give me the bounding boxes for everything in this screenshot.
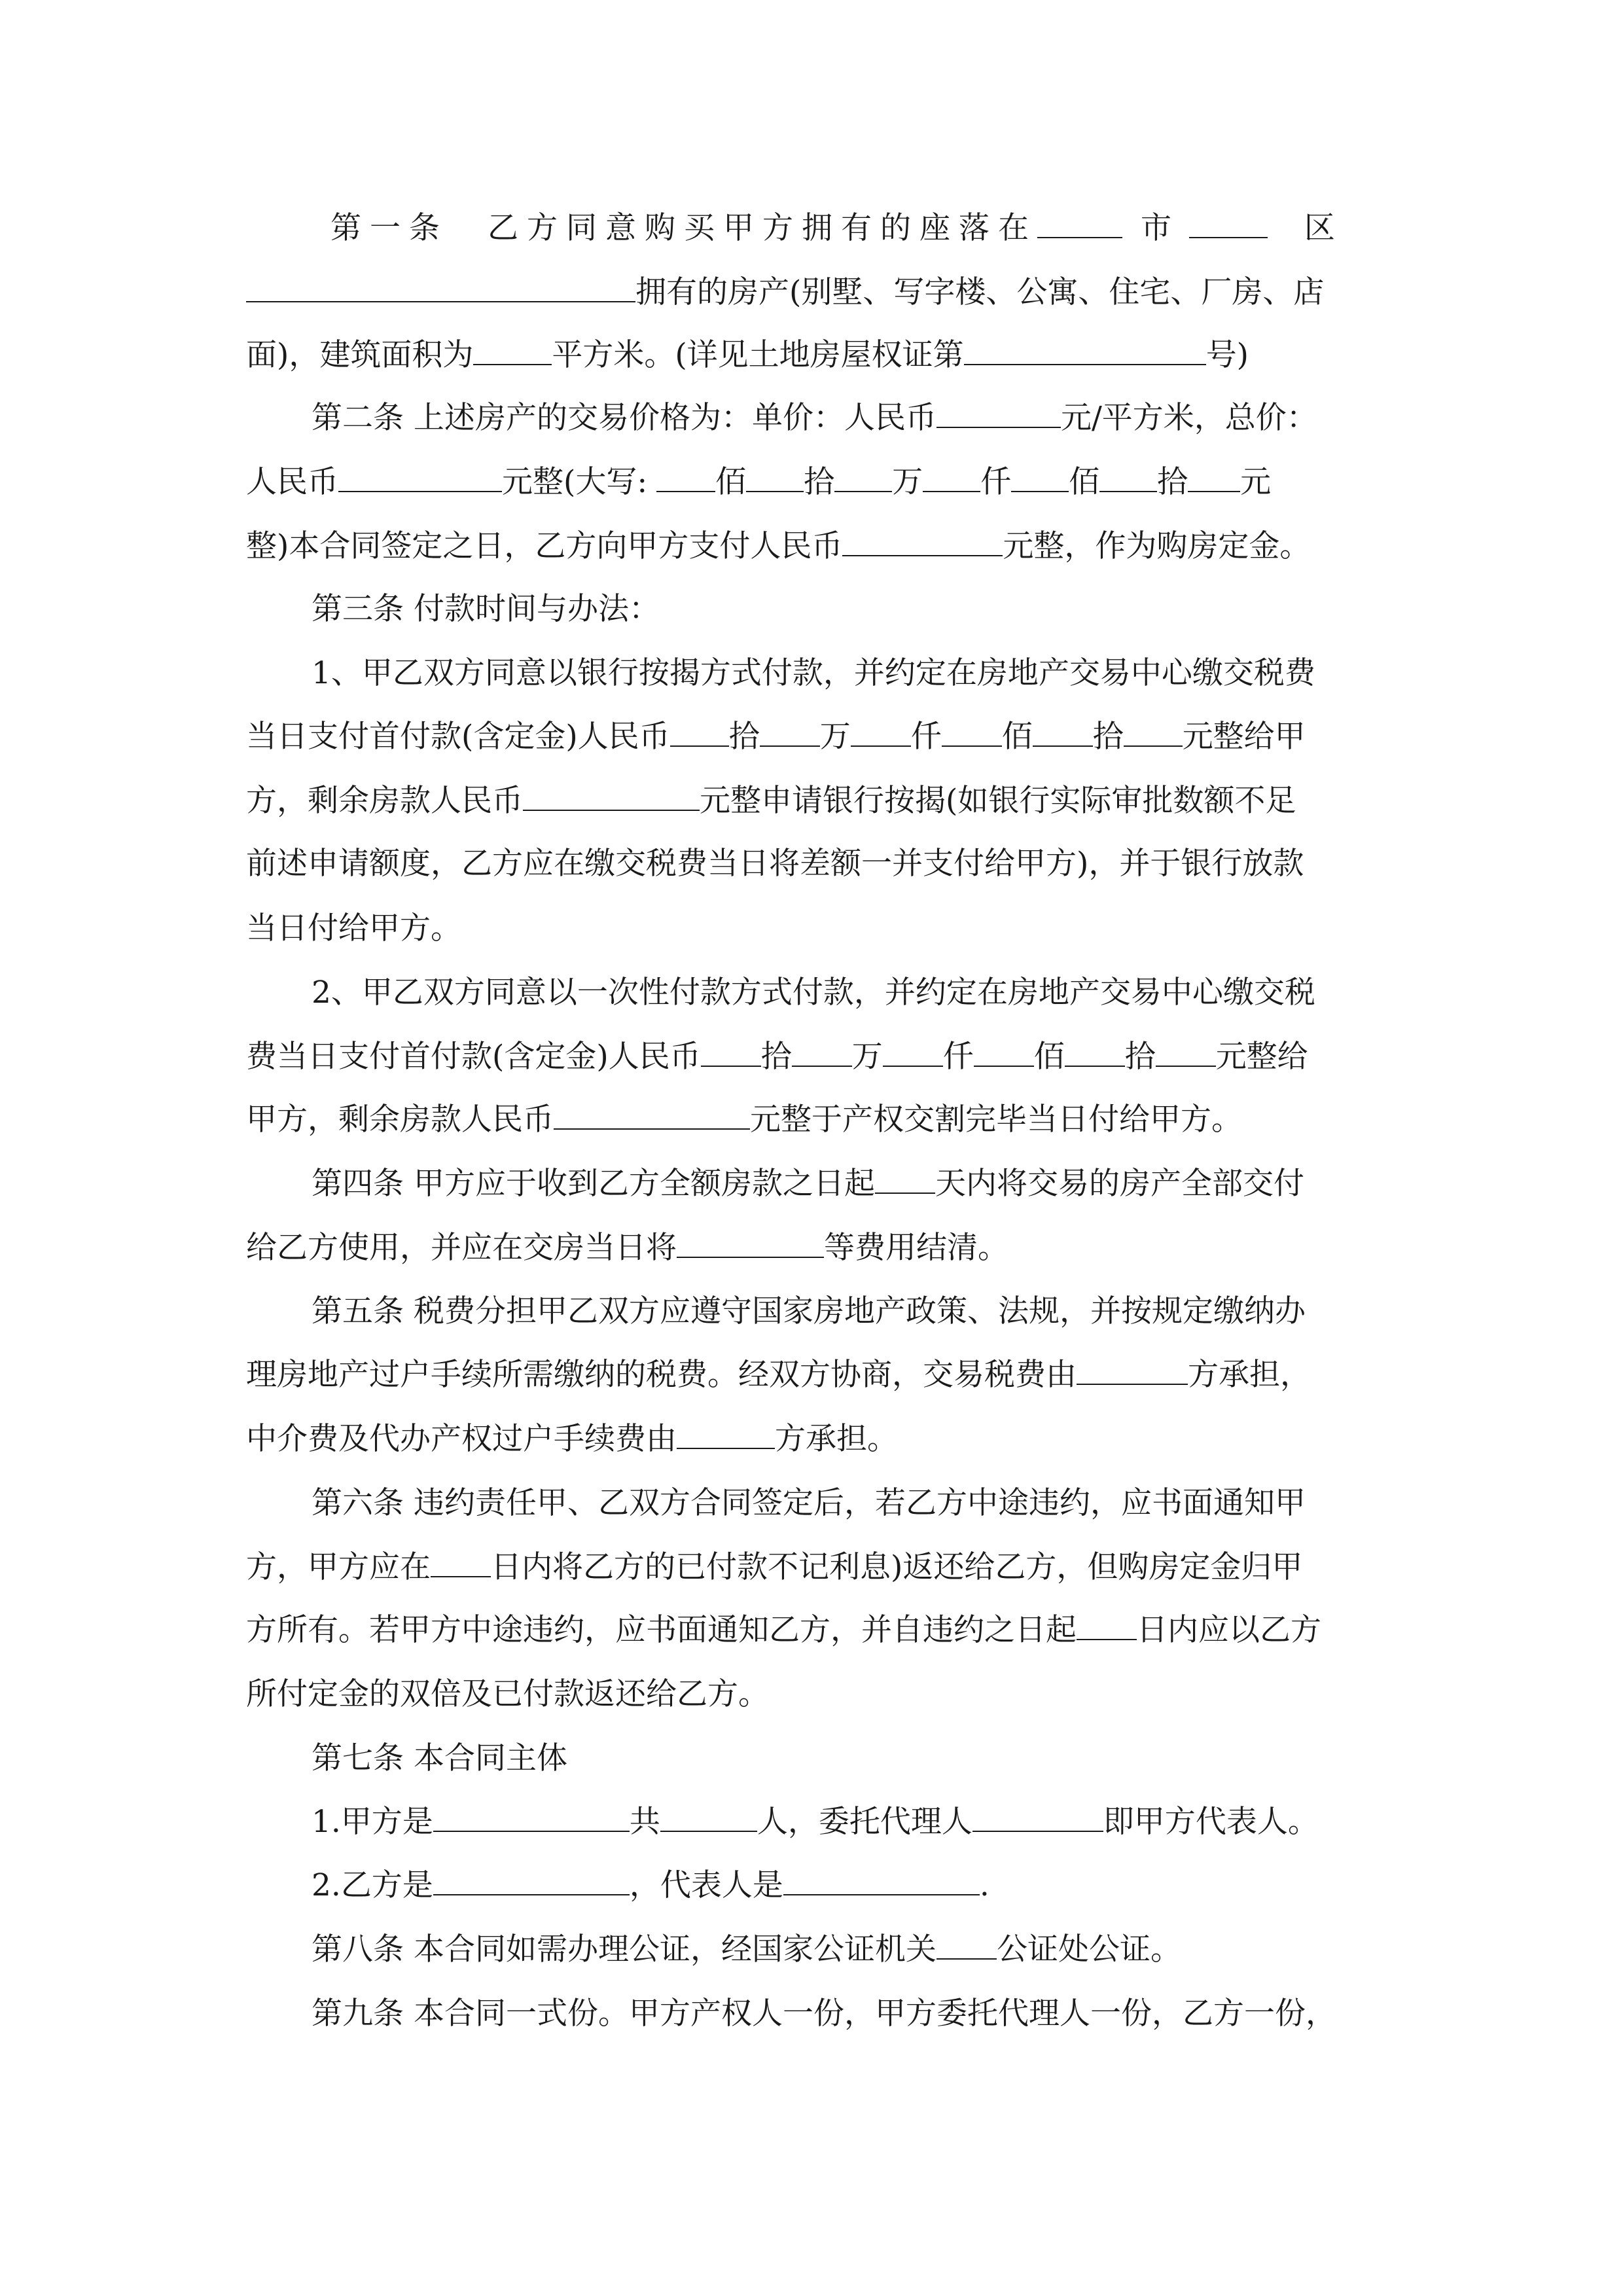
- text: 仟: [942, 1039, 974, 1075]
- text: 当日付给甲方。: [246, 910, 461, 946]
- article4-line2: [246, 1216, 1377, 1280]
- text: 元整(大写:: [502, 464, 648, 500]
- blank-digit[interactable]: [746, 465, 804, 492]
- text: 元整，作为购房定金。: [1003, 528, 1311, 564]
- article1-line3: [246, 323, 1377, 387]
- text: 理房地产过户手续所需缴纳的税费。经双方协商，交易税费由: [246, 1357, 1077, 1393]
- blank-digit[interactable]: [851, 719, 911, 747]
- text: 当日支付首付款(含定金)人民币: [246, 719, 670, 755]
- text: 1、甲乙双方同意以银行按揭方式付款，并约定在房地产交易中心缴交税费: [312, 655, 1315, 691]
- blank-digit[interactable]: [1156, 1039, 1216, 1067]
- blank-city[interactable]: [1037, 211, 1122, 238]
- blank-digit[interactable]: [1099, 465, 1157, 492]
- blank-cert-no[interactable]: [964, 338, 1206, 365]
- text: 万: [851, 1039, 883, 1075]
- text: 拾: [1157, 464, 1188, 500]
- article3-p2-line2: [246, 1025, 1377, 1088]
- text: 方承担，: [1188, 1357, 1311, 1393]
- text: 第七条 本合同主体: [312, 1740, 567, 1776]
- text: 方，剩余房款人民币: [246, 783, 523, 819]
- text: 第八条 本合同如需办理公证，经国家公证机关: [312, 1931, 936, 1967]
- text: 人民币: [246, 464, 338, 500]
- blank-digit[interactable]: [834, 465, 892, 492]
- text: 1.甲方是: [312, 1804, 433, 1840]
- text: 拾: [1092, 719, 1124, 755]
- blank-tax-party[interactable]: [1077, 1357, 1188, 1385]
- text: .: [979, 1867, 990, 1903]
- article3-p1-line2: [246, 705, 1377, 768]
- text: 仟: [980, 464, 1012, 500]
- article3-p1-line3: [246, 769, 1377, 833]
- blank-party-b[interactable]: [433, 1868, 630, 1895]
- blank-refund-days[interactable]: [431, 1550, 491, 1577]
- text: 第四条 甲方应于收到乙方全额房款之日起: [312, 1166, 875, 1202]
- text: 佰: [715, 464, 747, 500]
- article4-line1: [312, 1152, 1377, 1215]
- blank-digit[interactable]: [760, 719, 820, 747]
- blank-penalty-days[interactable]: [1077, 1613, 1137, 1640]
- blank-digit[interactable]: [1188, 465, 1240, 492]
- text: 2.乙方是: [312, 1867, 433, 1903]
- blank-party-b-rep[interactable]: [783, 1868, 980, 1895]
- text: 仟: [910, 719, 942, 755]
- blank-days[interactable]: [875, 1166, 935, 1194]
- article2-line3: [246, 514, 1377, 578]
- article5-line1: [312, 1280, 1377, 1343]
- text: 第六条 违约责任甲、乙双方合同签定后，若乙方中途违约，应书面通知甲: [312, 1485, 1306, 1521]
- text: 元整申请银行按揭(如银行实际审批数额不足: [700, 783, 1296, 819]
- article8-line1: [312, 1918, 1377, 1981]
- article5-line2: [246, 1343, 1377, 1407]
- article5-line3: [246, 1407, 1377, 1471]
- text: 公证处公证。: [996, 1931, 1181, 1967]
- text: 拾: [728, 719, 760, 755]
- text: 所付定金的双倍及已付款返还给乙方。: [246, 1676, 769, 1712]
- text: 拾: [760, 1039, 792, 1075]
- blank-digit[interactable]: [1065, 1039, 1125, 1067]
- text: 日内应以乙方: [1137, 1612, 1321, 1648]
- text: 佰: [1033, 1039, 1065, 1075]
- text: 方承担。: [775, 1421, 898, 1457]
- text: 平方米。(详见土地房屋权证第: [552, 337, 964, 373]
- text: 拥有的房产(别墅、写字楼、公寓、住宅、厂房、店: [635, 274, 1325, 310]
- article1-line1: [330, 196, 1377, 260]
- article3-p2-line3: [246, 1088, 1377, 1151]
- blank-digit[interactable]: [1124, 719, 1183, 747]
- article6-line2: [246, 1535, 1377, 1599]
- blank-digit[interactable]: [974, 1039, 1034, 1067]
- blank-digit[interactable]: [670, 719, 729, 747]
- article6-line3: [246, 1598, 1377, 1662]
- article2-line1: [312, 386, 1377, 450]
- text: 第三条 付款时间与办法：: [312, 591, 660, 627]
- text: 天内将交易的房产全部交付: [935, 1166, 1304, 1202]
- blank-loan-amount[interactable]: [523, 783, 700, 811]
- article7-line1: [312, 1790, 1377, 1854]
- article6-line4: [246, 1662, 1377, 1726]
- blank-agent[interactable]: [972, 1804, 1103, 1832]
- text: 第九条 本合同一式份。甲方产权人一份，甲方委托代理人一份，乙方一份，: [312, 1996, 1336, 2032]
- text: 前述申请额度，乙方应在缴交税费当日将差额一并支付给甲方)，并于银行放款: [246, 846, 1304, 882]
- blank-digit[interactable]: [701, 1039, 761, 1067]
- text: 号): [1205, 337, 1249, 373]
- article6-line1: [312, 1471, 1377, 1535]
- blank-digit[interactable]: [942, 719, 1002, 747]
- blank-fees[interactable]: [677, 1230, 824, 1258]
- blank-total-price[interactable]: [338, 465, 502, 492]
- text: 第一条 乙方同意购买甲方拥有的座落在: [330, 210, 1037, 246]
- blank-digit[interactable]: [1033, 719, 1093, 747]
- text: 佰: [1069, 464, 1100, 500]
- text: 费当日支付首付款(含定金)人民币: [246, 1039, 701, 1075]
- article2-line2: [246, 450, 1377, 514]
- article7-title: [312, 1727, 1377, 1790]
- text: 方，甲方应在: [246, 1549, 431, 1585]
- blank-party-a-count[interactable]: [660, 1804, 757, 1832]
- blank-digit[interactable]: [883, 1039, 943, 1067]
- text: 第五条 税费分担甲乙双方应遵守国家房地产政策、法规，并按规定缴纳办: [312, 1293, 1306, 1329]
- text: 共: [629, 1804, 660, 1840]
- blank-digit[interactable]: [1011, 465, 1069, 492]
- text: 元整于产权交割完毕当日付给甲方。: [750, 1102, 1242, 1138]
- text: 人，委托代理人: [757, 1804, 972, 1840]
- article3-title: [312, 577, 1377, 641]
- blank-district[interactable]: [1189, 211, 1268, 238]
- text: 佰: [1001, 719, 1033, 755]
- blank-digit[interactable]: [792, 1039, 852, 1067]
- text: 市: [1140, 210, 1180, 246]
- article1-line2: [246, 260, 1377, 324]
- text: 拾: [804, 464, 835, 500]
- article3-p1-line5: [246, 897, 1377, 960]
- text: 元整给: [1215, 1039, 1308, 1075]
- article3-p1-line4: [246, 832, 1377, 895]
- article3-p1-line1: [312, 641, 1377, 705]
- blank-agent-fee-party[interactable]: [677, 1422, 775, 1449]
- text: 给乙方使用，并应在交房当日将: [246, 1230, 677, 1266]
- article7-line2: [312, 1854, 1377, 1917]
- blank-area[interactable]: [473, 338, 552, 365]
- article9-line1: [312, 1982, 1377, 2045]
- text: 万: [819, 719, 851, 755]
- text: 元/平方米，总价：: [1060, 400, 1317, 436]
- text: 面)，建筑面积为: [246, 337, 474, 373]
- blank-party-a[interactable]: [433, 1804, 630, 1832]
- text: 元整给甲: [1182, 719, 1306, 755]
- text: 即甲方代表人。: [1103, 1804, 1319, 1840]
- text: 方所有。若甲方中途违约，应书面通知乙方，并自违约之日起: [246, 1612, 1077, 1648]
- text: 等费用结清。: [824, 1230, 1008, 1266]
- blank-location[interactable]: [246, 275, 635, 302]
- blank-digit[interactable]: [656, 465, 715, 492]
- text: 甲方，剩余房款人民币: [246, 1102, 554, 1138]
- blank-remaining[interactable]: [554, 1102, 750, 1130]
- text: 中介费及代办产权过户手续费由: [246, 1421, 677, 1457]
- text: 万: [892, 464, 923, 500]
- text: 日内将乙方的已付款不记利息)返还给乙方，但购房定金归甲: [491, 1549, 1303, 1585]
- text: 整)本合同签定之日，乙方向甲方支付人民币: [246, 528, 843, 564]
- text: 2、甲乙双方同意以一次性付款方式付款，并约定在房地产交易中心缴交税: [312, 975, 1315, 1011]
- text: ，代表人是: [629, 1867, 783, 1903]
- blank-notary[interactable]: [936, 1932, 997, 1960]
- text: 区: [1304, 210, 1344, 246]
- blank-digit[interactable]: [923, 465, 980, 492]
- blank-unit-price[interactable]: [936, 401, 1061, 428]
- text: 第二条 上述房产的交易价格为：单价：人民币: [312, 400, 936, 436]
- blank-deposit[interactable]: [842, 529, 1003, 556]
- text: 元: [1240, 464, 1272, 500]
- article3-p2-line1: [312, 961, 1377, 1024]
- text: 拾: [1124, 1039, 1156, 1075]
